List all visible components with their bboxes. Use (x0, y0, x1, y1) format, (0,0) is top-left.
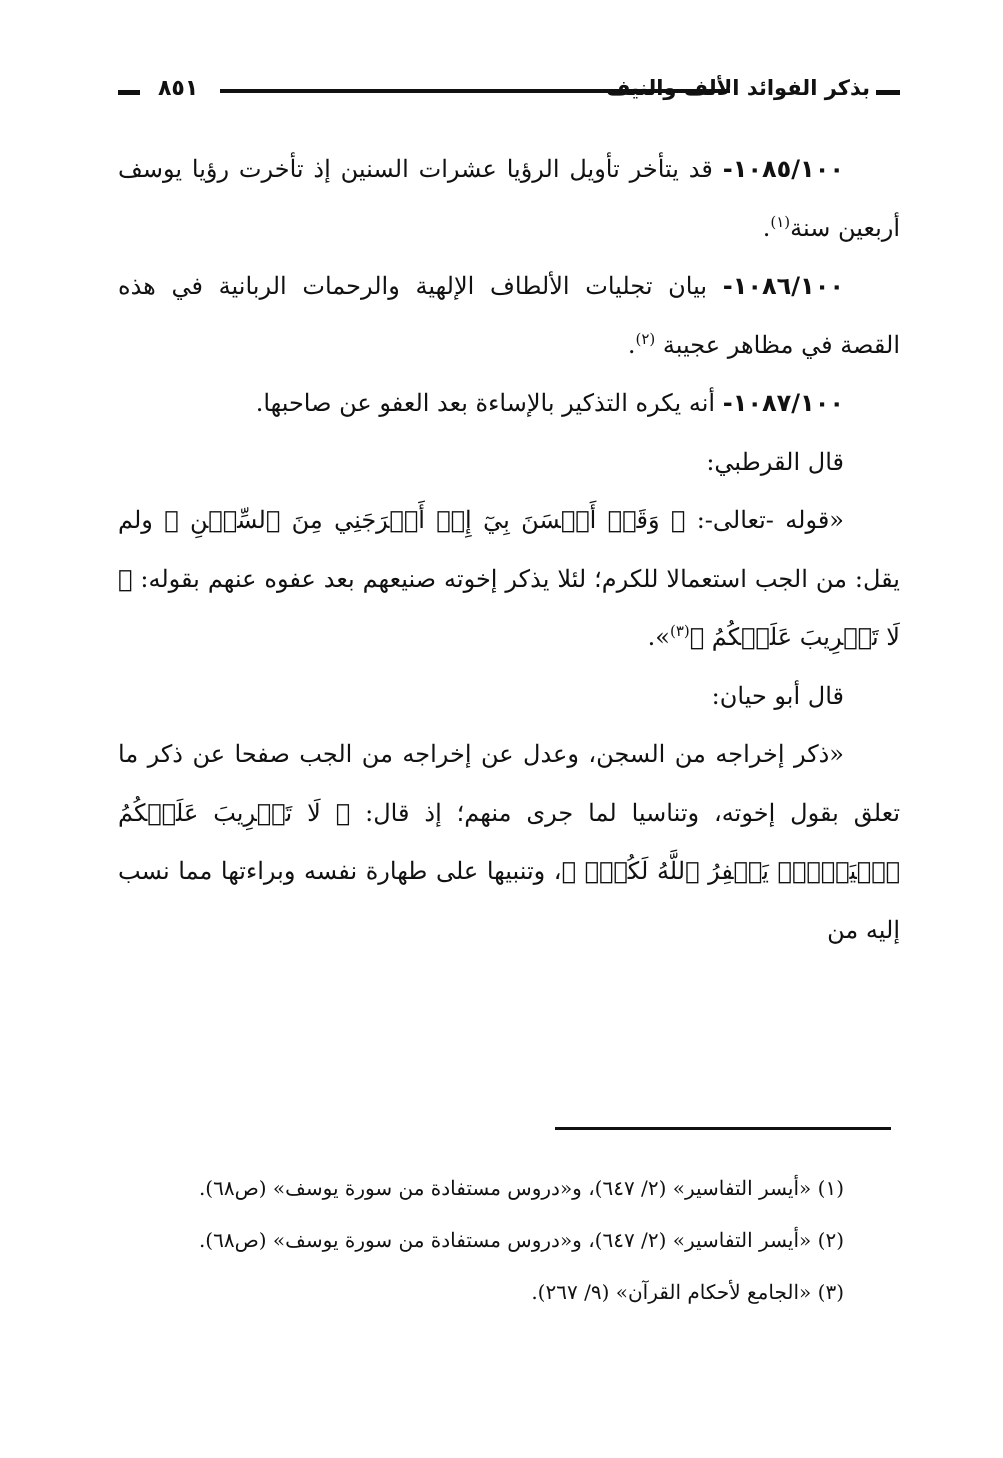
footnote-ref: (١) (770, 212, 791, 231)
footnotes (118, 1162, 900, 1318)
header-dash-left (118, 90, 140, 95)
quran-verse: ﴿ لَا تَثۡرِيبَ عَلَيۡكُمُ ٱلۡيَوۡمَۖ يَغۡفِرُ ٱللَّهُ لَكُمۡۖ ﴾ (118, 798, 901, 885)
paragraph-1085: ١٠٨٥/١٠٠- قد يتأخر تأويل الرؤيا عشرات السنين إذ تأخرت رؤيا يوسف أربعين سنة$^{(١)}$. (118, 155, 900, 242)
header-dash-right (876, 90, 900, 95)
quran-verse: ﴿ وَقَدۡ أَحۡسَنَ بِيٓ إِذۡ أَخۡرَجَنِي مِنَ ٱلسِّجۡنِ ﴾ (164, 506, 686, 534)
running-header (118, 76, 900, 106)
footnote-3: (٣) «الجامع لأحكام القرآن» (٩/ ٢٦٧). (531, 1280, 844, 1304)
qurtubi-label: قال القرطبي: (706, 447, 844, 476)
footnote-1: (١) «أيسر التفاسير» (٢/ ٦٤٧)، و«دروس مستفادة من سورة يوسف» (ص٦٨). (198, 1176, 844, 1200)
quote-text: ولم يقل: من الجب استعمالا للكرم؛ لئلا يذكر إخوته صنيعهم بعد عفوه عنهم بقوله: (118, 506, 900, 593)
quote-text: ، وتنبيها على طهارة نفسه وبراءتها مما نسب إليه من (118, 857, 900, 944)
item-number: ١٠٨٧/١٠٠- (722, 389, 844, 417)
abuhayyan-quote (118, 725, 900, 959)
qurtubi-quote (118, 491, 900, 667)
footnote-2: (٢) «أيسر التفاسير» (٢/ ٦٤٧)، و«دروس مستفادة من سورة يوسف» (ص٦٨). (198, 1228, 844, 1252)
header-title: بذكر الفوائد الألف والنيف (606, 76, 870, 100)
main-text (118, 140, 900, 959)
quote-text: «قوله -تعالى-: (685, 506, 844, 534)
quran-verse: ﴿ لَا تَثۡرِيبَ عَلَيۡكُمُ ﴾ (118, 564, 900, 651)
quote-text: «ذكر إخراجه من السجن، وعدل عن إخراجه من الجب صفحا عن ذكر ما تعلق بقول إخوته، وتناسيا لما جرى منهم؛ إذ قال: (118, 740, 900, 827)
page-number: ٨٥١ (158, 76, 199, 101)
abuhayyan-label: قال أبو حيان: (711, 681, 844, 710)
footnote-ref: (٢) (635, 329, 656, 348)
footnote-separator (555, 1127, 891, 1130)
footnote-ref: (٣) (669, 622, 690, 640)
paragraph-1087 (118, 374, 900, 433)
paragraph-text: قد يتأخر تأويل الرؤيا عشرات السنين إذ تأخرت رؤيا يوسف أربعين سنة (118, 155, 900, 242)
item-number: ١٠٨٦/١٠٠- (722, 272, 844, 300)
paragraph-text: بيان تجليات الألطاف الإلهية والرحمات الربانية في هذه القصة في مظاهر عجيبة (118, 272, 900, 359)
paragraph-text: أنه يكره التذكير بالإساءة بعد العفو عن صاحبها. (255, 389, 723, 417)
item-number: ١٠٨٥/١٠٠- (722, 155, 844, 183)
paragraph-1086: ١٠٨٦/١٠٠- بيان تجليات الألطاف الإلهية والرحمات الربانية في هذه القصة في مظاهر عجيبة $^{(٢)}$. (118, 272, 900, 359)
quote-end: ». (647, 623, 670, 651)
